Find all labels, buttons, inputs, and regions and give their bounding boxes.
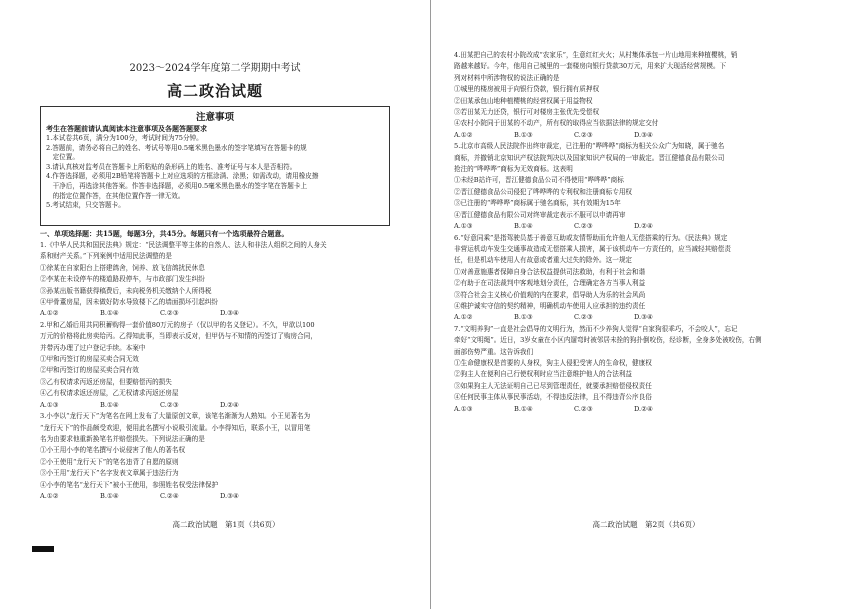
question-line: 商标，并撤销北京知识产权法院判决以及国家知识产权局的一审裁定。晋江健德食品有限公司 bbox=[454, 153, 725, 162]
answer-option: B.①③ bbox=[514, 130, 533, 139]
exam-year: 2023～2024学年度第二学期期中考试 bbox=[129, 63, 301, 74]
question-line: “龙行天下”的作品颇受欢迎，便用此名撰写小说吸引流量。小李得知后，联系小王，以冒用笔 bbox=[40, 423, 311, 432]
question-line: ②李某在未设停车的楼道路段停车，与市政部门发生纠纷 bbox=[40, 275, 205, 284]
question-line: ②田某承包山地种植樱桃的经营权属于用益物权 bbox=[454, 96, 593, 105]
answer-option: D.③④ bbox=[634, 130, 653, 139]
question-line: ③孙某出版书籍获得稿费后，未向税务机关缴纳个人所得税 bbox=[40, 286, 212, 295]
answer-option: D.③④ bbox=[220, 309, 239, 318]
question-line: 抢注的“哗哗哗”商标为无效商标。这表明 bbox=[454, 165, 573, 174]
notice-item: 的指定位置作答，在其他位置作答一律无效。 bbox=[46, 191, 185, 200]
question-line: 万元的价格将此房卖给丙。乙得知此事，当即表示反对，但甲仍与不知情的丙签订了购房合同， bbox=[40, 332, 317, 341]
answer-options bbox=[40, 400, 412, 411]
scan-mark bbox=[32, 546, 54, 552]
question-line: ③如果狗主人无法证明自己已尽到管理责任，就要承担赔偿侵权责任 bbox=[454, 381, 652, 390]
question-4 bbox=[454, 324, 838, 415]
answer-options bbox=[454, 130, 838, 141]
answer-option: A.①③ bbox=[40, 400, 59, 409]
question-line: ④小李的笔名“龙行天下”被小王使用，参照姓名权受法律保护 bbox=[40, 480, 219, 489]
answer-option: A.①③ bbox=[454, 404, 473, 413]
answer-options bbox=[40, 491, 412, 502]
answer-option: D.②④ bbox=[220, 400, 239, 409]
question-stem: 7.“文明养狗”一直是社会倡导的文明行为，然而不少养狗人觉得“自家狗很乖巧，不会咬人”，忘记 bbox=[454, 324, 738, 333]
page-footer: 高二政治试题 第2页（共6页） bbox=[592, 520, 700, 529]
answer-option: A.①② bbox=[454, 130, 473, 139]
question-line: 系和财产关系。”下列案例中适用民法调整的是 bbox=[40, 252, 172, 261]
question-line: ①未经B站许可，晋江健德食品公司不得使用“哗哗哗”商标 bbox=[454, 176, 624, 185]
question-1 bbox=[40, 240, 412, 320]
question-2 bbox=[40, 320, 412, 411]
question-line: ②狗主人在便利自己行使权利时应当注意维护他人的合法利益 bbox=[454, 370, 633, 379]
answer-option: B.①④ bbox=[514, 404, 533, 413]
question-line: ④甲骨董房屋，因未做好防水导致楼下乙的墙面损坏引起纠纷 bbox=[40, 298, 219, 307]
answer-option: C.②③ bbox=[574, 222, 593, 231]
question-3 bbox=[454, 233, 838, 324]
answer-option: C.②④ bbox=[160, 491, 179, 500]
answer-option: B.①④ bbox=[514, 222, 533, 231]
answer-option: D.②④ bbox=[634, 404, 653, 413]
question-stem: 4.田某把自己的农村小院改成“农家乐”，生意红红火火；从村集体承包一片山地用来种植樱桃，销 bbox=[454, 51, 738, 59]
answer-option: A.①② bbox=[40, 491, 59, 500]
question-line: ④任何民事主体从事民事活动，不得违反法律，且不得违背公序良俗 bbox=[454, 393, 652, 402]
notice-box bbox=[40, 106, 390, 226]
answer-option: D.③④ bbox=[220, 491, 239, 500]
question-line: 任，但是机动车使用人有故意或者重大过失的除外。这一规定 bbox=[454, 256, 633, 265]
question-1 bbox=[454, 50, 838, 141]
question-line: ④维护诚实守信的契约精神，明确机动车使用人应承担的违约责任 bbox=[454, 301, 646, 310]
answer-option: A.①② bbox=[454, 313, 473, 322]
question-3 bbox=[40, 411, 412, 502]
answer-option: C.②③ bbox=[160, 309, 179, 318]
question-line: ①小王用小李的笔名撰写小说侵害了他人的著名权 bbox=[40, 446, 186, 455]
question-stem: 6.“好意同乘”是指驾驶员基于善意互助或友情帮助而允许他人无偿搭乘的行为。《民法典》规定 bbox=[454, 233, 728, 242]
notice-item: 2.答题前，请务必将自己的姓名、考试号等用0.5毫米黑色墨水的签字笔填写在答题卡的规 bbox=[46, 143, 307, 152]
question-line: ①徐某在自家阳台上搭建鸽舍，饲养、放飞信鸽扰民休息 bbox=[40, 263, 205, 272]
notice-item: 定位置。 bbox=[46, 153, 79, 162]
answer-option: A.①③ bbox=[454, 222, 473, 231]
page-footer: 高二政治试题 第1页（共6页） bbox=[172, 520, 280, 529]
question-line: 名为由要求他重新换笔名并赔偿损失。下列说法正确的是 bbox=[40, 434, 205, 443]
notice-subtitle: 考生在答题前请认真阅读本注意事项及各题答题要求 bbox=[46, 124, 207, 133]
question-line: ②晋江健德食品公司侵犯了哗哗哗的专利权和注册商标专用权 bbox=[454, 187, 633, 196]
question-line: 面部伤势严重。这告诉我们 bbox=[454, 347, 534, 356]
question-line: ①城里的楼房被用于向银行贷款，银行拥有质押权 bbox=[454, 85, 600, 94]
notice-item: 5.考试结束，只交答题卡。 bbox=[46, 201, 125, 210]
exam-title: 高二政治试题 bbox=[166, 82, 263, 100]
question-line: ③已注册的“哗哗哗”商标属于驰名商标，其有效期为15年 bbox=[454, 199, 621, 208]
question-line: ②小王使用“龙行天下”的笔名违背了自愿的原则 bbox=[40, 457, 179, 466]
question-line: ③小王用“龙行天下”名字发表文章属于违法行为 bbox=[40, 469, 179, 478]
answer-option: B.①④ bbox=[100, 491, 119, 500]
question-line: 牵好“文明绳”。近日，3岁女童在小区内遛弯时被邻居未拴的狗扑倒咬伤，经诊断，全身多处被咬伤，右侧 bbox=[454, 336, 762, 345]
question-line: 并带丙办理了过户登记手续。本案中 bbox=[40, 343, 146, 352]
answer-option: B.①④ bbox=[100, 400, 119, 409]
question-stem: 2.甲和乙婚后用共同积蓄购得一套价值80万元的房子（仅以甲的名义登记）。不久，甲欲以100 bbox=[40, 320, 315, 329]
answer-options bbox=[40, 308, 412, 319]
notice-item: 4.作答选择题，必须用2B铅笔将答题卡上对应选项的方框涂满、涂黑；如需改动，请用橡皮擦 bbox=[46, 172, 319, 181]
notice-item: 干净后，再选涂其他答案。作答非选择题，必须用0.5毫米黑色墨水的签字笔在答题卡上 bbox=[46, 181, 308, 190]
question-stem: 1.《中华人民共和国民法典》规定：“民法调整平等主体的自然人、法人和非法人组织之间的人身关 bbox=[40, 241, 327, 249]
question-line: ④农村小院同于田某的不动产，所有权的取得应当依据法律的规定交付 bbox=[454, 119, 659, 128]
answer-options bbox=[454, 221, 838, 232]
answer-option: B.①③ bbox=[514, 313, 533, 322]
question-line: ④乙有权请求返还房屋，乙无权请求丙返还房屋 bbox=[40, 389, 179, 398]
answer-option: D.③④ bbox=[634, 313, 653, 322]
question-line: ③乙有权请求丙返还房屋，但要赔偿丙的损失 bbox=[40, 377, 172, 386]
question-line: ③符合社会主义核心价值观的内在要求，倡导助人为乐的社会风尚 bbox=[454, 290, 646, 299]
left-question-list bbox=[40, 240, 412, 502]
question-stem: 5.北京市高级人民法院作出终审裁定，已注册的“哗哗哗”商标为相关公众广为知晓，属于驰名 bbox=[454, 142, 725, 151]
answer-option: D.②④ bbox=[634, 222, 653, 231]
question-line: ②有助于在司法裁判中客观地划分责任，合理确定各方当事人利益 bbox=[454, 279, 646, 288]
question-line: 非营运机动车发生交通事故造成无偿搭乘人损害，属于该机动车一方责任的，应当减轻其赔偿责 bbox=[454, 244, 731, 253]
question-line: 路越来越好。今年，他用自己城里的一套楼房向银行贷款30万元，用来扩大现活经营规模。下 bbox=[454, 62, 727, 71]
section-heading: 一、单项选择题：共15题，每题3分，共45分。每题只有一个选项最符合题意。 bbox=[40, 229, 289, 238]
answer-option: C.②③ bbox=[160, 400, 179, 409]
question-line: ①对善意施惠者保障自身合法权益提供司法救助，有利于社会和谐 bbox=[454, 267, 646, 276]
question-line: ①生命健康权是首要的人身权，狗主人侵犯受害人的生命权，健康权 bbox=[454, 358, 652, 367]
answer-options bbox=[454, 312, 838, 323]
question-line: ②甲和丙签订的房屋买卖合同有效 bbox=[40, 366, 139, 375]
question-line: ③若田某无力还贷，银行可对楼房主张优先受偿权 bbox=[454, 108, 600, 117]
question-line: ①甲和丙签订的房屋买卖合同无效 bbox=[40, 355, 139, 364]
answer-option: B.①④ bbox=[100, 309, 119, 318]
right-page bbox=[430, 0, 860, 609]
answer-option: C.②③ bbox=[574, 313, 593, 322]
question-line: 列对材料中所涉物权的说法正确的是 bbox=[454, 73, 560, 82]
question-line: ④晋江健德食品有限公司对终审裁定表示不服可以申请再审 bbox=[454, 210, 626, 219]
question-2 bbox=[454, 141, 838, 232]
answer-option: A.①② bbox=[40, 309, 59, 318]
right-question-list bbox=[454, 50, 838, 415]
question-stem: 3.小李以“龙行天下”为笔名在网上发布了大量原创文章，该笔名渐渐为人熟知。小王见著名为 bbox=[40, 412, 311, 421]
notice-item: 1.本试卷共6页，满分为100分，考试时间为75分钟。 bbox=[46, 134, 203, 142]
notice-item: 3.请认真核对监考员在答题卡上所粘贴的条形码上的姓名、准考证号与本人是否相符。 bbox=[46, 162, 297, 171]
answer-option: C.②③ bbox=[574, 404, 593, 413]
answer-options bbox=[454, 404, 838, 415]
answer-option: C.②③ bbox=[574, 130, 593, 139]
notice-title: 注意事项 bbox=[195, 112, 234, 123]
